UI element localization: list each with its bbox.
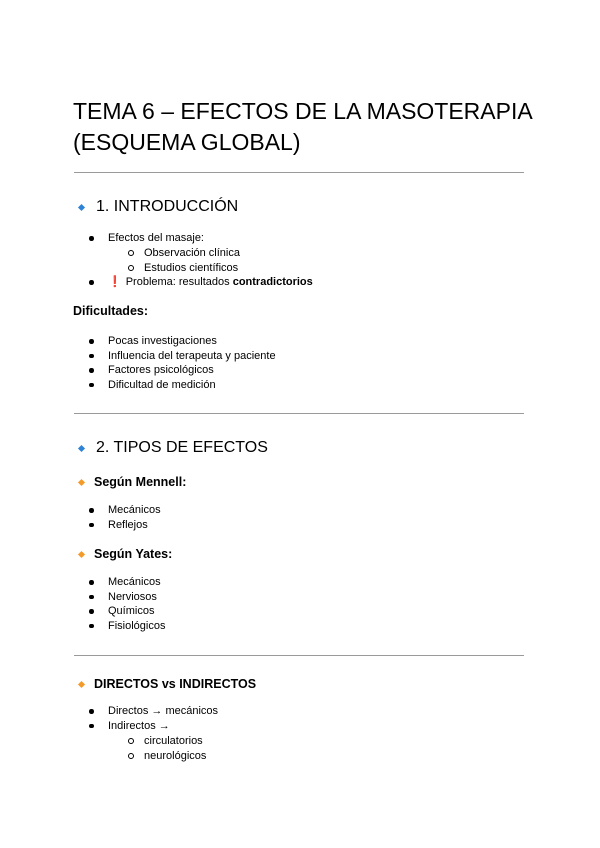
bullet-icon	[89, 280, 94, 285]
list-item-text: circulatorios	[144, 735, 203, 747]
bullet-icon	[89, 724, 94, 729]
list-item	[89, 363, 276, 378]
blue-diamond-icon	[78, 203, 85, 210]
list-item	[89, 246, 240, 261]
list-item-text: Reflejos	[108, 518, 148, 531]
direct-list	[89, 704, 218, 733]
subheading-mennell	[79, 474, 186, 490]
list-item	[89, 378, 276, 393]
hollow-bullet-icon	[128, 753, 134, 759]
difficulties-list	[89, 334, 276, 392]
bullet-icon	[89, 580, 94, 585]
bullet-icon	[89, 609, 94, 614]
problem-list	[89, 275, 313, 290]
subheading-text: Según Yates:	[94, 547, 173, 561]
list-item-text: Efectos del masaje:	[108, 232, 204, 244]
intro-list	[89, 231, 204, 246]
list-item-text: Influencia del terapeuta y paciente	[108, 349, 276, 362]
divider	[74, 655, 524, 656]
list-item	[89, 704, 218, 719]
hollow-bullet-icon	[128, 250, 134, 256]
list-item-text: neurológicos	[144, 749, 207, 762]
mennell-list	[89, 503, 161, 532]
list-item-text: Fisiológicos	[108, 619, 166, 632]
hollow-bullet-icon	[128, 738, 134, 744]
orange-diamond-icon	[78, 550, 85, 557]
yates-list	[89, 575, 165, 633]
list-item	[89, 503, 161, 518]
difficulties-label: Dificultades:	[73, 304, 149, 318]
bullet-icon	[89, 368, 94, 373]
list-item	[89, 334, 276, 349]
section-heading-text: 1. INTRODUCCIÓN	[96, 198, 239, 215]
bullet-icon	[89, 383, 94, 388]
bullet-icon	[89, 595, 94, 600]
hollow-bullet-icon	[128, 265, 134, 271]
list-item	[89, 734, 206, 749]
list-item-text: Pocas investigaciones	[108, 335, 217, 347]
intro-sublist	[89, 246, 240, 275]
problem-text: Problema: resultados	[125, 276, 233, 288]
section-heading-tipos	[79, 438, 268, 458]
bullet-icon	[89, 339, 94, 344]
bullet-icon	[89, 523, 94, 528]
list-item	[89, 231, 204, 246]
list-item-text: Dificultad de medición	[108, 378, 216, 391]
problem-bold-text: contradictorios	[232, 276, 313, 288]
list-item-text: Mecánicos	[108, 504, 161, 516]
list-item-text: Nerviosos	[108, 590, 157, 603]
list-item-text: Estudios científicos	[144, 261, 239, 274]
divider	[74, 413, 524, 414]
subheading-yates	[79, 546, 172, 562]
list-item	[89, 590, 165, 605]
exclamation-icon: ❗	[108, 276, 122, 288]
list-item-text: Indirectos →	[108, 719, 170, 732]
bullet-icon	[89, 236, 94, 241]
divider	[74, 172, 524, 173]
bullet-icon	[89, 508, 94, 513]
blue-diamond-icon	[78, 444, 85, 451]
subheading-text: DIRECTOS vs INDIRECTOS	[94, 677, 257, 691]
indirect-sublist	[89, 734, 206, 763]
list-item	[89, 575, 165, 590]
list-item	[89, 261, 240, 276]
list-item	[89, 719, 218, 734]
list-item-text: Observación clínica	[144, 247, 240, 259]
section-heading-text: 2. TIPOS DE EFECTOS	[96, 439, 268, 456]
document-title: TEMA 6 – EFECTOS DE LA MASOTERAPIA (ESQUEMA GLOBAL)	[73, 98, 532, 155]
list-item	[89, 604, 165, 619]
list-item-text: Factores psicológicos	[108, 364, 214, 377]
bullet-icon	[89, 624, 94, 629]
orange-diamond-icon	[78, 478, 85, 485]
list-item	[89, 619, 165, 634]
list-item	[89, 518, 161, 533]
list-item-text: Químicos	[108, 605, 155, 618]
section-heading-introduccion	[79, 197, 238, 217]
list-item-text: Directos → mecánicos	[108, 705, 219, 717]
bullet-icon	[89, 354, 94, 359]
subheading-directos-indirectos	[79, 676, 256, 692]
list-item-problem	[89, 275, 313, 290]
list-item	[89, 349, 276, 364]
list-item-text: Mecánicos	[108, 576, 161, 588]
subheading-text: Según Mennell:	[94, 475, 187, 489]
list-item	[89, 749, 206, 764]
bullet-icon	[89, 709, 94, 714]
orange-diamond-icon	[78, 680, 85, 687]
